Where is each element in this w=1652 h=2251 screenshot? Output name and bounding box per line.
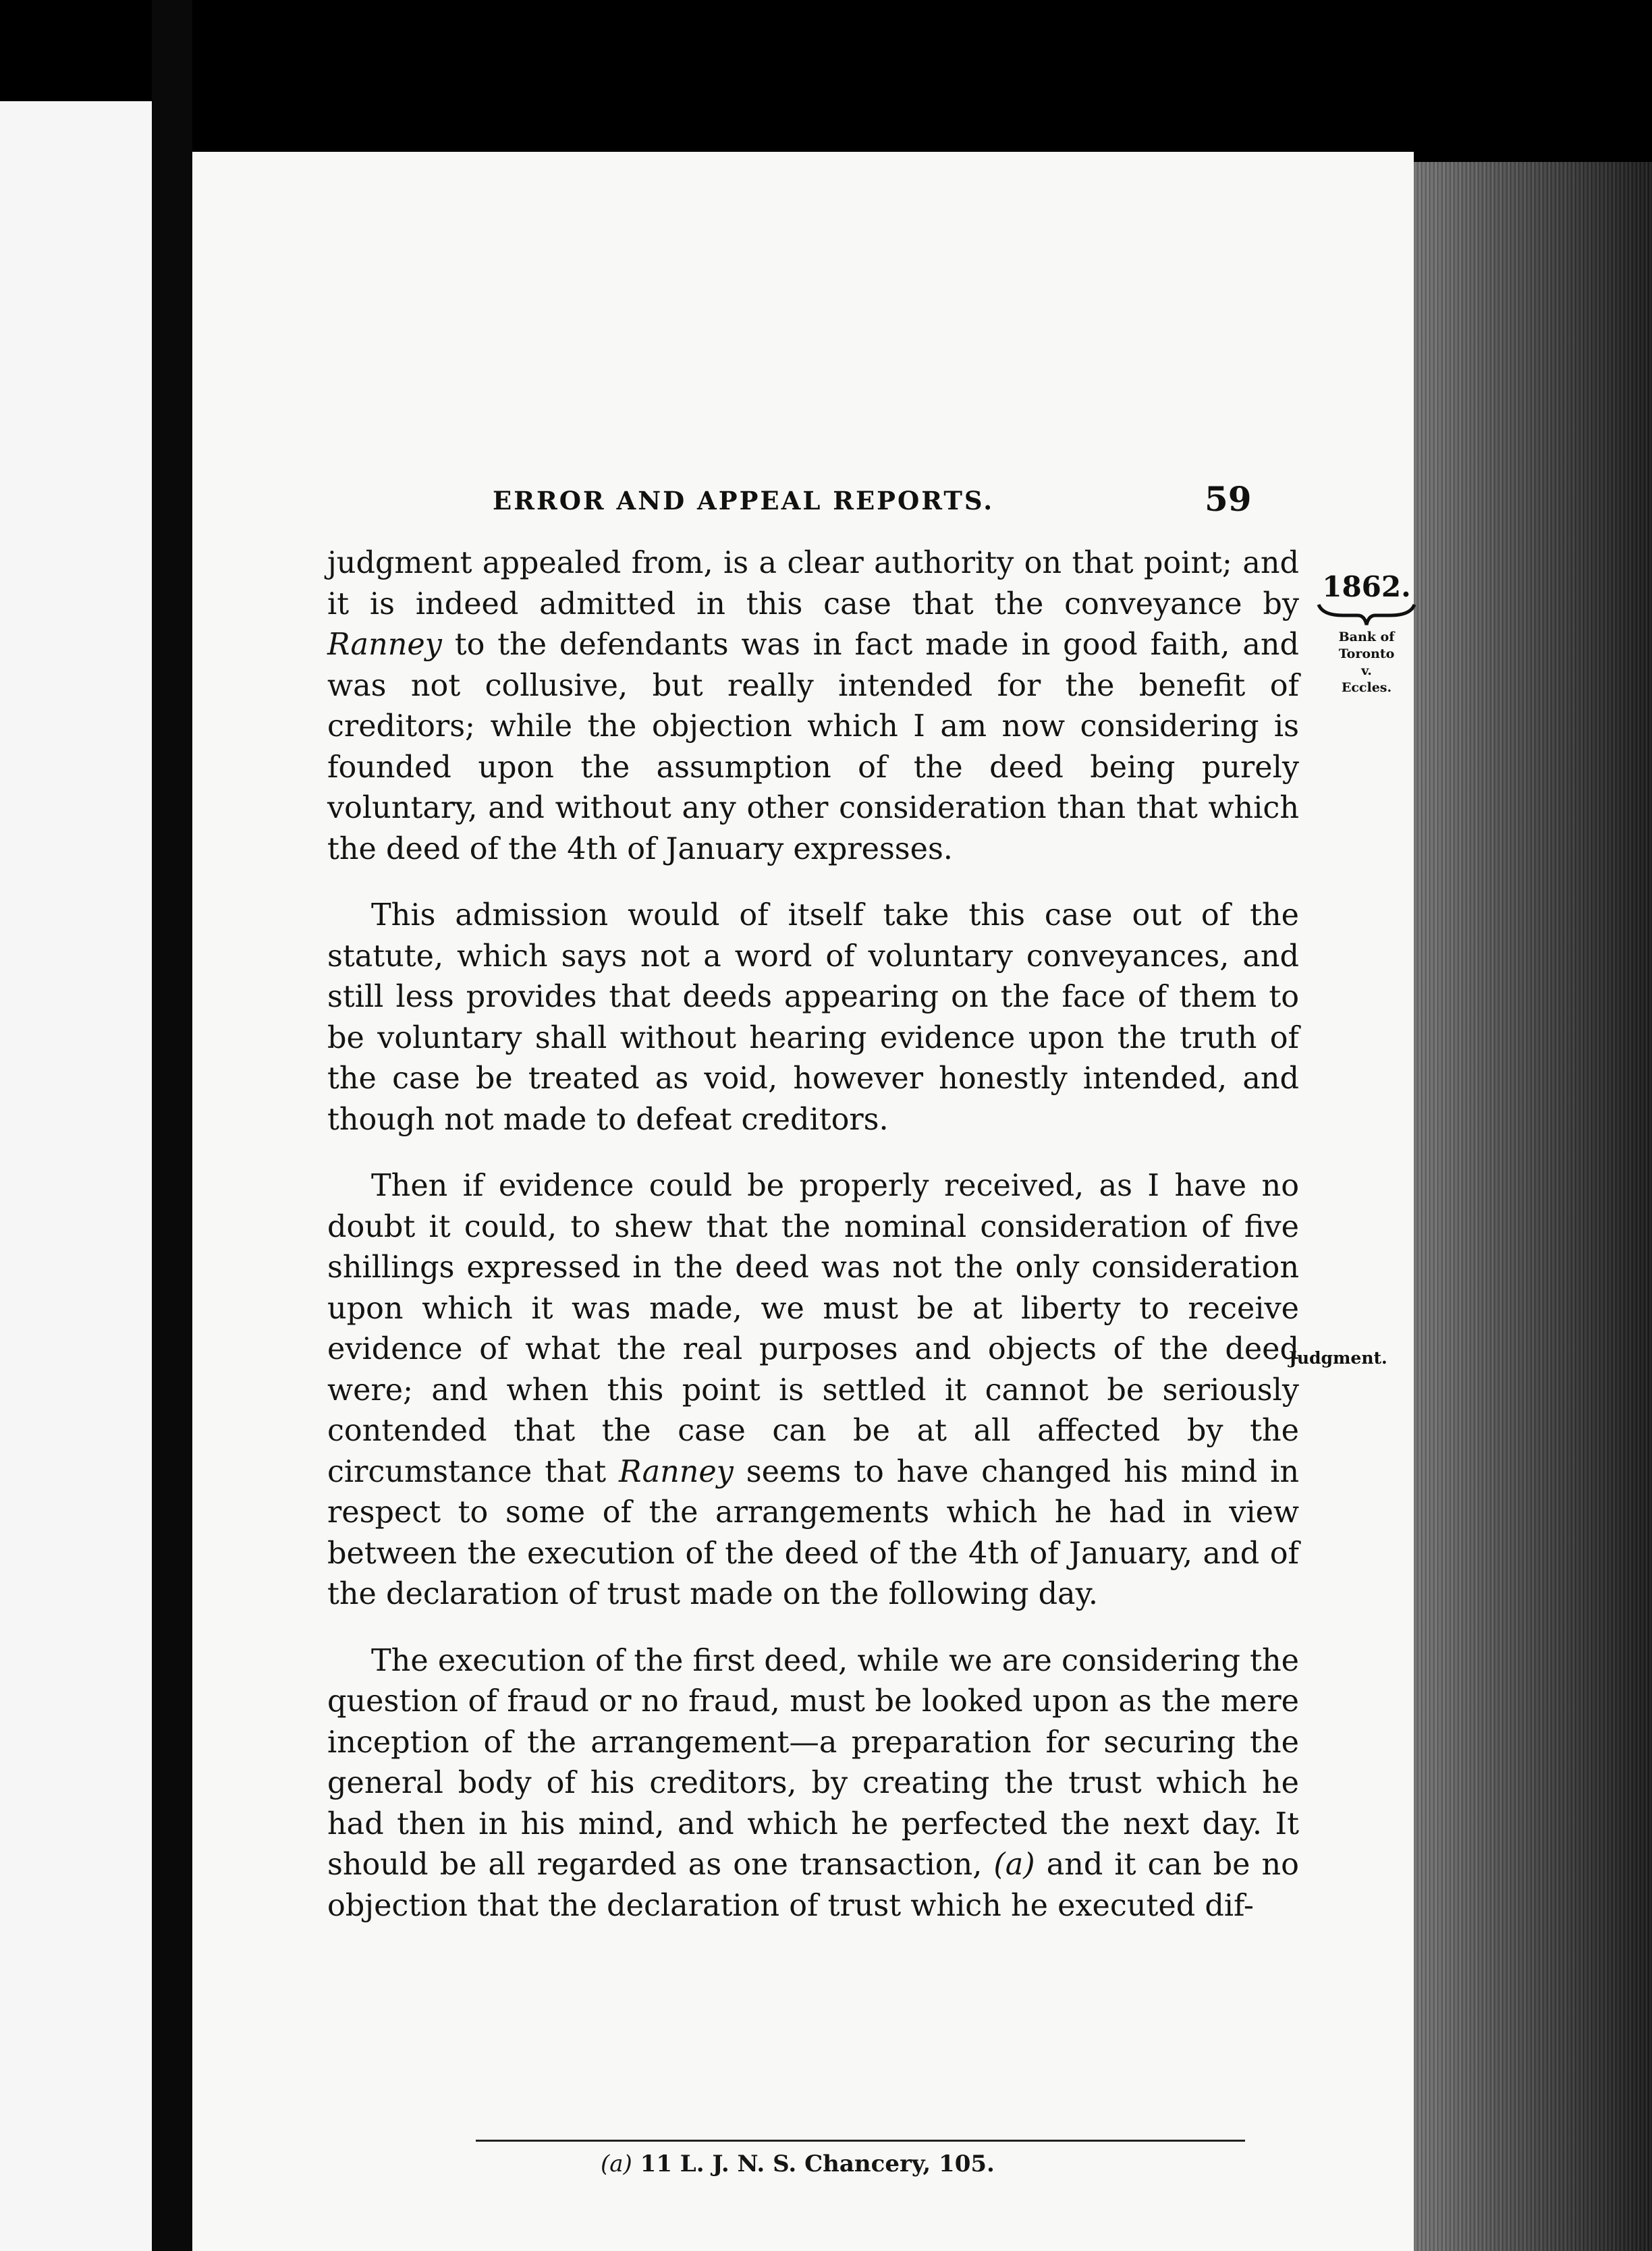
footnote-reference: (a) bbox=[993, 1847, 1035, 1882]
margin-case-line3: v. bbox=[1361, 663, 1372, 678]
margin-case-line2: Toronto bbox=[1338, 646, 1395, 661]
book-gutter bbox=[152, 0, 192, 2251]
facing-page-edge bbox=[0, 101, 152, 2251]
margin-case-line1: Bank of bbox=[1338, 630, 1395, 644]
footnote-text: 11 L. J. N. S. Chancery, 105. bbox=[640, 2150, 995, 2177]
paragraph-4-text: The execution of the first deed, while we are considering the question of fraud or no fraud, must be looked upon as the mere inception of the arrangement—a preparation for securing the general body of his creditors, by creating the trust which he had then in his mind, and which he perfected the next day. It should be all regarded as one transaction, bbox=[327, 1643, 1299, 1882]
margin-case-line4: Eccles. bbox=[1341, 680, 1392, 695]
paragraph-3 bbox=[327, 1166, 1299, 1615]
footnote-divider bbox=[476, 2140, 1245, 2142]
body-text bbox=[327, 543, 1299, 1952]
paragraph-3-text: Then if evidence could be properly received, as I have no doubt it could, to shew that the nominal consideration of five shillings expressed in the deed was not the only consideration upon which it was made, we must be at liberty to receive evidence of what the real purposes and objects of the deed were; and when this point is settled it cannot be seriously contended that the case can be at all affected by the circumstance that bbox=[327, 1169, 1299, 1489]
footnote bbox=[601, 2150, 995, 2177]
paragraph-1-text: judgment appealed from, is a clear authority on that point; and it is indeed admitted in this case that the conveyance by bbox=[327, 546, 1299, 621]
footnote-marker: (a) bbox=[601, 2150, 632, 2177]
paragraph-4 bbox=[327, 1641, 1299, 1927]
paragraph-3-rest: seems to have changed his mind in respect to some of the arrangements which he had in view between the execution of the deed of the 4th of January, and of the declaration of trust made on the following day. bbox=[327, 1454, 1300, 1611]
page-block-shading bbox=[1414, 162, 1652, 2251]
paragraph-4-rest: and it can be no objection that the declaration of trust which he executed dif- bbox=[327, 1847, 1299, 1923]
paragraph-3-name: Ranney bbox=[619, 1454, 734, 1489]
paragraph-1 bbox=[327, 543, 1299, 870]
curly-brace-icon bbox=[1316, 601, 1417, 628]
paragraph-1-name: Ranney bbox=[327, 628, 442, 662]
page-number: 59 bbox=[1205, 479, 1252, 519]
margin-year: 1862. bbox=[1322, 570, 1411, 603]
paragraph-2: This admission would of itself take this case out of the statute, which says not a word of voluntary conveyances, and still less provides that deeds appearing on the face of them to be voluntary shall without hearing evidence upon the truth of the case be treated as void, however honestly intended, and though not made to defeat creditors. bbox=[327, 898, 1299, 1137]
margin-note-judgment: Judgment. bbox=[1289, 1348, 1387, 1368]
book-page bbox=[192, 152, 1414, 2251]
running-head: ERROR AND APPEAL REPORTS. bbox=[493, 486, 995, 516]
page-header bbox=[192, 479, 1414, 533]
margin-note-case bbox=[1316, 570, 1417, 696]
paragraph-1-rest: to the defendants was in fact made in good faith, and was not collusive, but really intended for the benefit of creditors; while the objection which I am now considering is founded upon the assumption of the deed being purely voluntary, and without any other consideration than that which the deed of the 4th of January expresses. bbox=[327, 628, 1299, 866]
